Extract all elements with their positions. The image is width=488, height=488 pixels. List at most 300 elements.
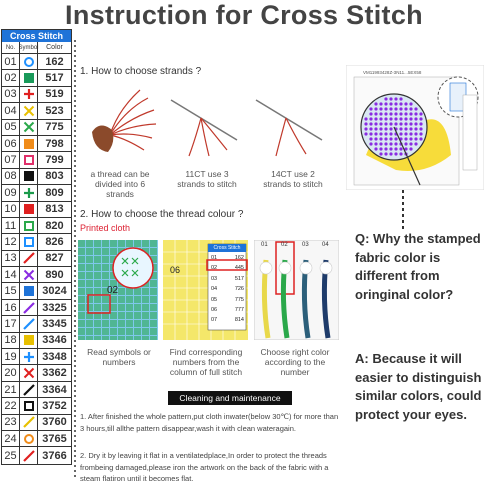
pattern-dot — [404, 107, 407, 110]
cloth-cell — [150, 336, 157, 340]
legend-row-number: 10 — [2, 202, 20, 217]
cloth-cell — [78, 280, 85, 287]
pattern-dot — [379, 127, 382, 130]
cloth-cell — [86, 248, 93, 255]
caption-find-numbers: Find corresponding numbers from the column of full stitch — [169, 347, 243, 377]
mini-legend-no: 04 — [211, 286, 218, 293]
legend-row — [2, 234, 71, 250]
legend-row-color-code: 890 — [45, 268, 64, 281]
legend-row — [2, 447, 71, 463]
pattern-dot — [389, 107, 392, 110]
legend-row — [2, 431, 71, 447]
pattern-dot — [399, 122, 402, 125]
answer-text: A: Because it will easier to distinguish similar colors, could protect your eyes. — [355, 351, 482, 422]
legend-row — [2, 120, 71, 136]
slash-icon — [20, 300, 38, 315]
cloth-cell — [134, 328, 141, 335]
cloth-cell — [78, 272, 85, 279]
cloth-cell — [134, 240, 141, 247]
legend-row-number: 14 — [2, 267, 20, 282]
legend-row-color-code: 519 — [45, 88, 64, 101]
mini-legend-color: 162 — [234, 255, 244, 261]
cloth-cell — [102, 320, 109, 327]
legend-row-color-code: 809 — [45, 186, 64, 199]
legend-row-number: 25 — [2, 447, 20, 463]
cloth-cell — [118, 304, 125, 311]
pattern-dot — [389, 112, 392, 115]
pattern-dot — [389, 127, 392, 130]
pattern-dot — [394, 147, 397, 150]
cloth-cell — [78, 296, 85, 303]
pattern-dot — [404, 122, 407, 125]
x-icon — [20, 103, 38, 118]
pattern-dot — [384, 97, 387, 100]
printed-cloth-label: Printed cloth — [80, 223, 131, 233]
cloth-cell — [150, 248, 157, 255]
cloth-cell — [134, 312, 141, 319]
pattern-dot — [414, 117, 417, 120]
legend-row-color-code: 803 — [45, 170, 64, 183]
pattern-dot — [389, 132, 392, 135]
legend-row-color-code: 3348 — [42, 350, 67, 363]
cloth-cell — [86, 304, 93, 311]
cloth-cell — [78, 288, 85, 295]
mini-legend-no: 03 — [211, 275, 218, 282]
legend-row — [2, 349, 71, 365]
legend-row-number: 20 — [2, 365, 20, 380]
pattern-dot — [384, 137, 387, 140]
mini-legend-row — [209, 263, 246, 273]
preview-label: VM11993428Z-3N11...5EX58 — [363, 70, 422, 75]
legend-col-no: No. — [2, 42, 20, 53]
cloth-cell — [126, 312, 133, 319]
mini-legend-color: 814 — [234, 317, 244, 324]
cloth-cell — [102, 304, 109, 311]
pattern-dot — [404, 102, 407, 105]
pattern-dot — [399, 147, 402, 150]
pattern-dot — [414, 107, 417, 110]
six-strands-illustration — [80, 80, 160, 160]
pattern-dot — [399, 117, 402, 120]
cloth-cell — [142, 304, 149, 311]
pattern-dot — [379, 102, 382, 105]
pattern-dot — [374, 137, 377, 140]
pattern-dot — [364, 117, 367, 120]
cloth-cell — [134, 288, 141, 295]
legend-row-number: 21 — [2, 382, 20, 397]
square-outline-icon — [20, 234, 38, 249]
pattern-dot — [384, 127, 387, 130]
mini-legend-row — [209, 295, 246, 305]
pattern-dot — [404, 117, 407, 120]
pattern-dot — [419, 122, 422, 125]
legend-header: Cross Stitch — [2, 30, 71, 42]
pattern-dot — [384, 132, 387, 135]
circle-icon — [20, 54, 38, 69]
pattern-dot — [409, 102, 412, 105]
legend-row-color-code: 3325 — [42, 301, 67, 314]
cloth-cell — [94, 328, 101, 335]
cloth-cell — [94, 280, 101, 287]
pattern-dot — [369, 112, 372, 115]
plus-icon — [20, 87, 38, 102]
thread-label-01: 01 — [261, 242, 268, 248]
legend-row-color-code: 3760 — [42, 416, 67, 429]
pattern-dot — [399, 132, 402, 135]
legend-row-number: 12 — [2, 234, 20, 249]
pattern-dot — [379, 132, 382, 135]
legend-row-color-code: 517 — [45, 72, 64, 85]
cloth-cell — [86, 328, 93, 335]
cloth-cell — [110, 336, 117, 340]
cloth-cell — [86, 336, 93, 340]
cloth-cell — [110, 312, 117, 319]
pattern-dot — [379, 147, 382, 150]
pattern-dot — [374, 122, 377, 125]
pattern-dot — [379, 142, 382, 145]
cloth-cell — [86, 320, 93, 327]
cloth-cell — [142, 320, 149, 327]
cloth-cell — [94, 248, 101, 255]
legend-row-color-code: 523 — [45, 104, 64, 117]
cloth-cell — [118, 240, 125, 247]
cloth-cell — [110, 296, 117, 303]
legend-row-color-code: 813 — [45, 203, 64, 216]
pattern-dot — [404, 132, 407, 135]
pattern-dot — [394, 112, 397, 115]
filled-square-icon — [20, 169, 38, 184]
pattern-dot — [364, 132, 367, 135]
legend-row-color-code: 3346 — [42, 334, 67, 347]
section2-heading: 2. How to choose the thread colour ? — [80, 209, 244, 220]
cloth-cell — [78, 256, 85, 263]
pattern-dot — [369, 117, 372, 120]
pattern-dot — [404, 142, 407, 145]
mini-legend-row — [209, 315, 246, 325]
mini-legend-no: 01 — [211, 255, 218, 261]
cloth-cell — [142, 312, 149, 319]
pattern-dot — [374, 127, 377, 130]
thread-color-panel — [254, 240, 339, 340]
legend-row — [2, 185, 71, 201]
pattern-dot — [389, 147, 392, 150]
dotted-connector — [402, 190, 404, 230]
pattern-dot — [419, 137, 422, 140]
pattern-dot — [389, 122, 392, 125]
pattern-dot — [394, 137, 397, 140]
cloth-cell — [110, 248, 117, 255]
x-icon — [20, 365, 38, 380]
slash-icon — [20, 447, 38, 463]
legend-row — [2, 333, 71, 349]
pattern-dot — [389, 137, 392, 140]
legend-row-number: 19 — [2, 349, 20, 364]
cloth-cell — [150, 280, 157, 287]
mini-legend-row — [209, 253, 246, 263]
cloth-cell — [126, 240, 133, 247]
legend-row — [2, 87, 71, 103]
cloth-cell — [142, 296, 149, 303]
pattern-dot — [374, 147, 377, 150]
legend-row-number: 22 — [2, 398, 20, 413]
pattern-dot — [389, 117, 392, 120]
pattern-dot — [409, 147, 412, 150]
cloth-cell — [78, 240, 85, 247]
mini-legend-color: 445 — [234, 265, 244, 272]
cloth-cell — [118, 288, 125, 295]
cloth-cell — [94, 272, 101, 279]
cloth-cell — [86, 280, 93, 287]
legend-row-number: 16 — [2, 300, 20, 315]
legend-col-symbol: Symbol — [20, 42, 38, 53]
cloth-cell — [102, 296, 109, 303]
legend-row-number: 23 — [2, 415, 20, 430]
legend-row-color-code: 3024 — [42, 285, 67, 298]
cloth-cell — [94, 288, 101, 295]
filled-square-icon — [20, 283, 38, 298]
pattern-dot — [394, 152, 397, 155]
mini-legend-no: 05 — [211, 296, 218, 303]
cloth-cell — [126, 288, 133, 295]
legend-row — [2, 202, 71, 218]
cloth-cell — [142, 288, 149, 295]
pattern-dot — [399, 107, 402, 110]
mini-legend-no: 07 — [211, 317, 218, 324]
cloth-cell — [134, 336, 141, 340]
pattern-dot — [414, 137, 417, 140]
pattern-dot — [394, 117, 397, 120]
cloth-cell — [86, 296, 93, 303]
legend-row-color-code: 3765 — [42, 432, 67, 445]
legend-row-number: 07 — [2, 152, 20, 167]
legend-row — [2, 103, 71, 119]
pattern-dot — [409, 132, 412, 135]
legend-row — [2, 283, 71, 299]
pattern-dot — [399, 102, 402, 105]
pattern-dot — [384, 142, 387, 145]
legend-row-number: 02 — [2, 70, 20, 85]
cloth-cell — [102, 272, 109, 279]
panel-number-02: 02 — [107, 285, 119, 296]
legend-row — [2, 218, 71, 234]
filled-square-icon — [20, 136, 38, 151]
mini-legend-color: 517 — [234, 275, 244, 282]
legend-row — [2, 415, 71, 431]
cloth-cell — [78, 336, 85, 340]
cleaning-note-1: 1. After finished the whole pattern,put cloth inwater(below 30℃) for more than 3 hours,till allthe pattern disappear,wash it with clean wateragain. — [80, 412, 339, 433]
pattern-dot — [379, 122, 382, 125]
cloth-cell — [150, 288, 157, 295]
pattern-dot — [374, 112, 377, 115]
legend-row-color-code: 799 — [45, 154, 64, 167]
pattern-dot — [419, 117, 422, 120]
legend-row — [2, 300, 71, 316]
pattern-dot — [414, 127, 417, 130]
pattern-dot — [374, 142, 377, 145]
page-title: Instruction for Cross Stitch — [65, 0, 423, 30]
cloth-cell — [86, 264, 93, 271]
cloth-cell — [134, 304, 141, 311]
cloth-cell — [110, 320, 117, 327]
legend-row-number: 06 — [2, 136, 20, 151]
cloth-cell — [150, 296, 157, 303]
pattern-dot — [404, 137, 407, 140]
legend-row-color-code: 820 — [45, 219, 64, 232]
legend-row — [2, 54, 71, 70]
pattern-dot — [394, 97, 397, 100]
cloth-cell — [150, 312, 157, 319]
cloth-cell — [86, 288, 93, 295]
dotted-divider — [74, 40, 76, 480]
pattern-dot — [374, 107, 377, 110]
pattern-dot — [389, 152, 392, 155]
pattern-dot — [369, 127, 372, 130]
cloth-cell — [142, 336, 149, 340]
cloth-cell — [94, 256, 101, 263]
pattern-dot — [414, 122, 417, 125]
legend-row — [2, 382, 71, 398]
three-strands-illustration — [165, 80, 245, 160]
cloth-cell — [134, 296, 141, 303]
pattern-dot — [384, 117, 387, 120]
legend-row-number: 15 — [2, 283, 20, 298]
pattern-dot — [384, 147, 387, 150]
pattern-dot — [384, 112, 387, 115]
cloth-cell — [102, 240, 109, 247]
pattern-dot — [379, 152, 382, 155]
pattern-dot — [409, 127, 412, 130]
slash-icon — [20, 316, 38, 331]
pattern-dot — [419, 112, 422, 115]
pattern-dot — [389, 142, 392, 145]
cloth-cell — [118, 312, 125, 319]
pattern-dot — [394, 102, 397, 105]
legend-row — [2, 398, 71, 414]
pattern-dot — [369, 107, 372, 110]
section1-heading: 1. How to choose strands ? — [80, 66, 202, 77]
cloth-cell — [94, 336, 101, 340]
legend-row — [2, 136, 71, 152]
pattern-dot — [399, 127, 402, 130]
x-icon — [20, 120, 38, 135]
pattern-dot — [384, 102, 387, 105]
pattern-dot — [369, 132, 372, 135]
filled-square-icon — [20, 202, 38, 217]
legend-row-color-code: 3362 — [42, 367, 67, 380]
slash-icon — [20, 251, 38, 266]
pattern-dot — [384, 122, 387, 125]
cloth-cell — [134, 320, 141, 327]
legend-row-number: 04 — [2, 103, 20, 118]
pattern-dot — [364, 122, 367, 125]
pattern-dot — [369, 122, 372, 125]
legend-columns — [2, 42, 71, 54]
plus-icon — [20, 185, 38, 200]
magnifier-circle — [113, 248, 153, 288]
square-outline-icon — [20, 218, 38, 233]
pattern-dot — [419, 127, 422, 130]
stamped-fabric-preview — [346, 65, 484, 190]
pattern-dot — [389, 102, 392, 105]
question-text: Q: Why the stamped fabric color is different from oringinal color? — [355, 231, 481, 302]
cloth-cell — [150, 240, 157, 247]
pattern-dot — [364, 127, 367, 130]
cleaning-band: Cleaning and maintenance — [168, 391, 292, 405]
legend-row-number: 11 — [2, 218, 20, 233]
cloth-cell — [86, 272, 93, 279]
cloth-cell — [86, 256, 93, 263]
legend-row-color-code: 162 — [45, 55, 64, 68]
legend-row-color-code: 798 — [45, 137, 64, 150]
color-legend-table — [1, 29, 72, 465]
cloth-cell — [126, 328, 133, 335]
legend-row-number: 24 — [2, 431, 20, 446]
pattern-dot — [394, 122, 397, 125]
caption-14ct: 14CT use 2 strands to stitch — [263, 169, 323, 189]
two-strands-illustration — [250, 80, 330, 160]
cloth-cell — [102, 264, 109, 271]
pattern-dot — [409, 107, 412, 110]
pattern-dot — [399, 97, 402, 100]
cloth-cell — [110, 304, 117, 311]
cleaning-note-2: 2. Dry it by leaving it flat in a ventilatedplace,In order to protect the threads frombeing damaged,please iron the artwork on the back of the fabric with a steam flatiron until it becomes flat. — [80, 451, 329, 483]
legend-row-color-code: 775 — [45, 121, 64, 134]
thread-label-03: 03 — [302, 242, 309, 248]
cloth-cell — [126, 336, 133, 340]
pattern-dot — [404, 112, 407, 115]
cloth-cell — [118, 296, 125, 303]
circle-icon — [20, 431, 38, 446]
pattern-dot — [369, 142, 372, 145]
legend-row-color-code: 3345 — [42, 317, 67, 330]
cloth-cell — [86, 240, 93, 247]
cloth-cell — [78, 264, 85, 271]
legend-row-color-code: 3364 — [42, 383, 67, 396]
legend-row-number: 05 — [2, 120, 20, 135]
finger-shape — [92, 125, 113, 152]
cloth-cell — [94, 296, 101, 303]
legend-row — [2, 365, 71, 381]
cloth-cell — [118, 328, 125, 335]
mini-legend-no: 06 — [211, 306, 218, 313]
legend-row — [2, 152, 71, 168]
cloth-cell — [126, 320, 133, 327]
cloth-cell — [150, 328, 157, 335]
legend-row-number: 03 — [2, 87, 20, 102]
legend-row — [2, 251, 71, 267]
pattern-dot — [409, 117, 412, 120]
legend-row-number: 17 — [2, 316, 20, 331]
filled-square-icon — [20, 333, 38, 348]
legend-row-number: 08 — [2, 169, 20, 184]
legend-row-number: 18 — [2, 333, 20, 348]
pattern-dot — [414, 132, 417, 135]
legend-row-color-code: 827 — [45, 252, 64, 265]
mini-legend-color: 777 — [234, 306, 244, 313]
x-icon — [20, 267, 38, 282]
cloth-cell — [78, 304, 85, 311]
pattern-dot — [379, 112, 382, 115]
pattern-dot — [374, 117, 377, 120]
caption-choose-color: Choose right color according to the number — [260, 347, 330, 377]
pattern-dot — [404, 127, 407, 130]
cloth-cell — [78, 248, 85, 255]
cloth-cell — [94, 304, 101, 311]
pattern-dot — [409, 142, 412, 145]
mini-legend-no: 02 — [211, 265, 218, 272]
slash-icon — [20, 415, 38, 430]
mini-legend-row — [209, 305, 246, 315]
